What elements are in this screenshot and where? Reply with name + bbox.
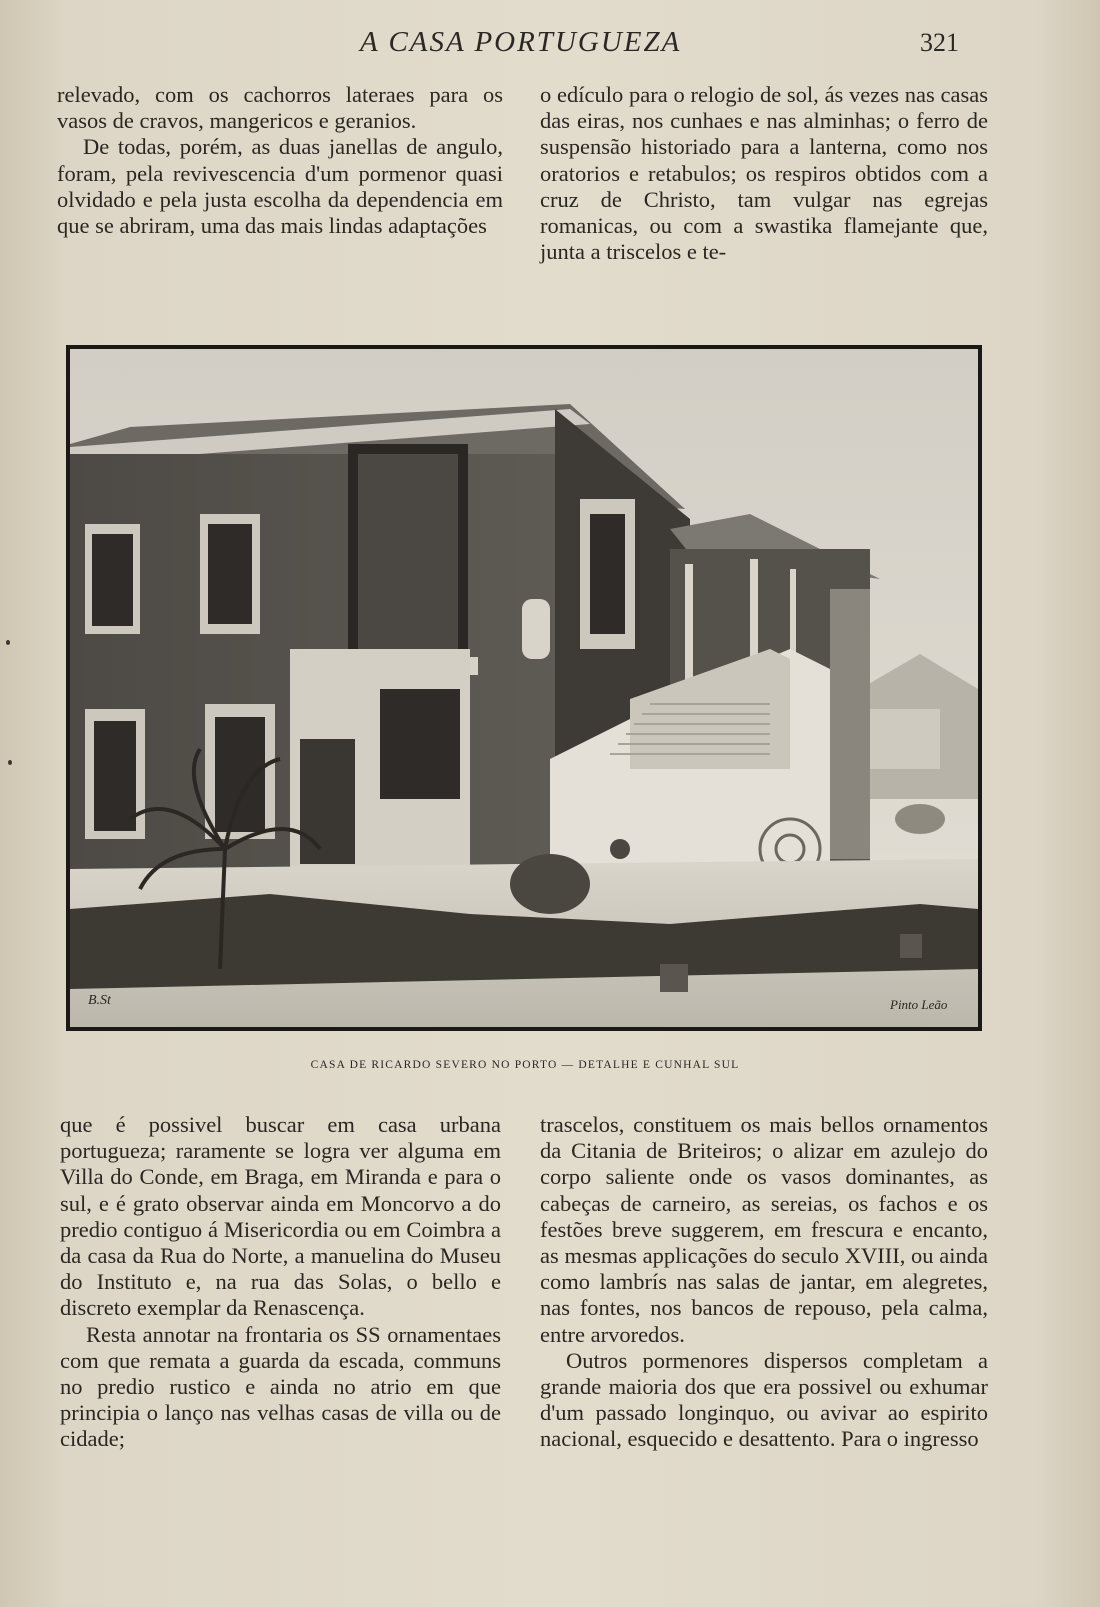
paragraph: De todas, porém, as duas janellas de angulo, foram, pela revivescencia d'um pormenor quasi olvidado e pela justa escolha da dependencia em que se abriram, uma das mais lindas adaptações	[57, 134, 503, 239]
paragraph: o edículo para o relogio de sol, ás vezes nas casas das eiras, nos cunhaes e nas alminhas; o ferro de suspensão historiado para a lanterna, como nos oratorios e retabulos; os respiros obtidos com a cruz de Christo, tam vulgar nas egrejas romanicas, ou com a swastika flamejante que, junta a triscelos e te-	[540, 82, 988, 265]
paper-speck	[6, 640, 10, 645]
running-title: A CASA PORTUGUEZA	[360, 26, 682, 58]
text-column-bottom-right	[540, 1112, 988, 1453]
photograph-frame	[66, 345, 982, 1031]
paragraph: relevado, com os cachorros lateraes para os vasos de cravos, mangericos e geranios.	[57, 82, 503, 134]
photographer-signature: Pinto Leão	[890, 997, 948, 1012]
figure-caption: CASA DE RICARDO SEVERO NO PORTO — DETALHE E CUNHAL SUL	[310, 1059, 740, 1071]
text-column-top-left	[57, 82, 503, 239]
engraver-mark: B.St	[88, 993, 111, 1008]
house-photo-illustration	[70, 349, 978, 1027]
paragraph: Resta annotar na frontaria os SS ornamentaes com que remata a guarda da escada, communs no predio rustico e ainda no atrio em que principia o lanço nas velhas casas de villa ou de cidade;	[60, 1321, 501, 1452]
text-column-bottom-left	[60, 1112, 501, 1453]
paragraph: trascelos, constituem os mais bellos ornamentos da Citania de Briteiros; o alizar em azulejo do corpo saliente onde os vasos dominantes, as cabeças de carneiro, as sereias, os fachos e os festões breve suggerem, em frescura e encanto, as mesmas applicações do seculo XVIII, ou ainda como lambrís nas salas de jantar, em alegretes, nas fontes, nos bancos de repouso, pela calma, entre arvoredos.	[540, 1112, 988, 1347]
house-photograph	[70, 349, 978, 1027]
text-column-top-right	[540, 82, 988, 265]
paragraph: Outros pormenores dispersos completam a grande maioria dos que era possivel ou exhumar d'um passado longinquo, ou avivar ao espirito nacional, esquecido e desattento. Para o ingresso	[540, 1347, 988, 1452]
paragraph: que é possivel buscar em casa urbana portugueza; raramente se logra ver alguma em Villa do Conde, em Braga, em Miranda e para o sul, e é grato observar ainda em Moncorvo a do predio contiguo á Misericordia ou em Coimbra a da casa da Rua do Norte, a manuelina do Museu do Instituto e, na rua das Solas, o bello e discreto exemplar da Renascença.	[60, 1112, 501, 1321]
paper-speck	[8, 760, 12, 765]
page-header	[0, 24, 1100, 64]
page-number: 321	[920, 28, 959, 57]
